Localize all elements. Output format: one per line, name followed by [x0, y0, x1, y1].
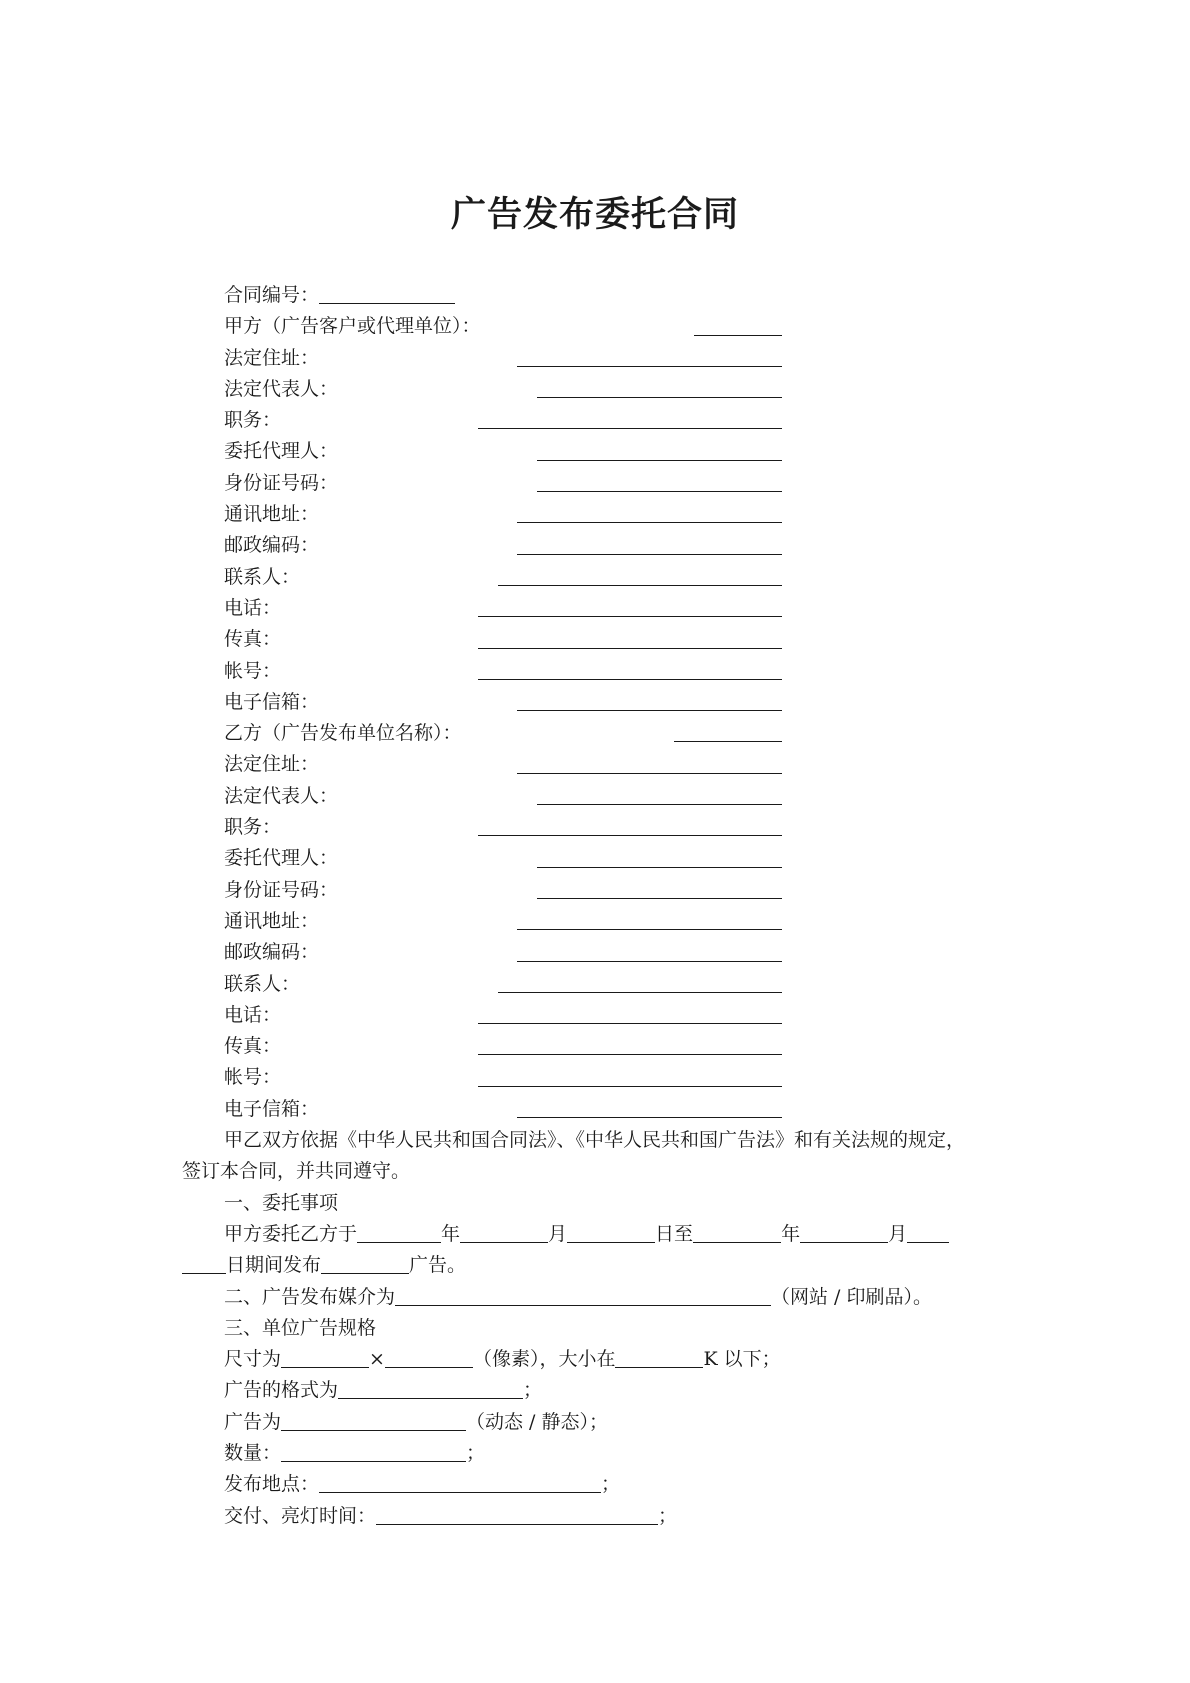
- party-b-account-line: [182, 1062, 1052, 1093]
- text: 年: [441, 1222, 461, 1245]
- field-label: 通讯地址：: [224, 503, 320, 526]
- section-3-heading: 三、单位广告规格: [224, 1316, 377, 1339]
- field-blank: [537, 804, 782, 805]
- field-label: 法定代表人：: [224, 377, 339, 400]
- end-month-blank: [800, 1222, 888, 1243]
- field-label: 传真：: [224, 628, 282, 651]
- party-b-legal-rep-line: [182, 781, 1052, 812]
- text: ；: [601, 1473, 621, 1496]
- field-label: 通讯地址：: [224, 909, 320, 932]
- text: 年: [781, 1222, 801, 1245]
- field-label: 委托代理人：: [224, 440, 339, 463]
- field-blank: [478, 648, 782, 649]
- party-b-contact-line: [182, 969, 1052, 1000]
- field-blank: [498, 992, 782, 993]
- party-b-mail-address-line: [182, 906, 1052, 937]
- width-blank: [281, 1347, 369, 1368]
- field-blank: [478, 679, 782, 680]
- field-blank: [478, 428, 782, 429]
- section-2-line: [182, 1282, 1052, 1313]
- party-a-position-line: [182, 405, 1052, 436]
- field-label: 身份证号码：: [224, 471, 339, 494]
- delivery-time-line: [182, 1501, 1052, 1532]
- preamble-line-2: 签订本合同，并共同遵守。: [182, 1160, 411, 1183]
- preamble-line-1: 甲乙双方依据《中华人民共和国合同法》、《中华人民共和国广告法》和有关法规的规定，: [224, 1129, 966, 1152]
- quantity-blank: [281, 1441, 466, 1462]
- location-blank: [319, 1472, 601, 1493]
- field-label: 联系人：: [224, 565, 301, 588]
- location-line: [182, 1469, 1052, 1500]
- text: 日期间发布: [226, 1254, 322, 1277]
- party-b-agent-line: [182, 843, 1052, 874]
- text: ；: [523, 1379, 543, 1402]
- format-blank: [338, 1378, 523, 1399]
- text: 日至: [655, 1222, 694, 1245]
- field-blank: [517, 366, 782, 367]
- field-label: 联系人：: [224, 972, 301, 995]
- format-line: [182, 1375, 1052, 1406]
- party-a-postcode-line: [182, 530, 1052, 561]
- field-label: 传真：: [224, 1035, 282, 1058]
- party-a-account-line: [182, 656, 1052, 687]
- filesize-blank: [615, 1347, 703, 1368]
- section-1-period-line: [182, 1250, 1052, 1281]
- text: （网站 / 印刷品）。: [771, 1285, 932, 1308]
- field-blank: [537, 491, 782, 492]
- text: 二、广告发布媒介为: [224, 1285, 396, 1308]
- field-label: 法定住址：: [224, 346, 320, 369]
- party-a-name-blank: [694, 335, 782, 336]
- contract-number-blank: [319, 283, 455, 304]
- field-blank: [517, 710, 782, 711]
- document-title: 广告发布委托合同: [450, 195, 739, 235]
- party-a-header-line: [182, 311, 1052, 342]
- field-blank: [478, 835, 782, 836]
- field-blank: [478, 616, 782, 617]
- party-b-position-line: [182, 812, 1052, 843]
- party-a-fax-line: [182, 624, 1052, 655]
- delivery-blank: [376, 1504, 658, 1525]
- field-label: 委托代理人：: [224, 847, 339, 870]
- field-blank: [537, 867, 782, 868]
- party-b-phone-line: [182, 1000, 1052, 1031]
- field-blank: [517, 522, 782, 523]
- ad-type-blank: [281, 1410, 466, 1431]
- text: 广告的格式为: [224, 1379, 339, 1402]
- ad-type-line: [182, 1407, 1052, 1438]
- party-a-legal-rep-line: [182, 374, 1052, 405]
- party-b-postcode-line: [182, 937, 1052, 968]
- field-label: 帐号：: [224, 659, 282, 682]
- field-blank: [537, 898, 782, 899]
- text: 甲方委托乙方于: [224, 1222, 358, 1245]
- field-label: 帐号：: [224, 1066, 282, 1089]
- start-month-blank: [460, 1222, 548, 1243]
- party-b-id-line: [182, 875, 1052, 906]
- party-a-email-line: [182, 687, 1052, 718]
- text: K 以下；: [703, 1348, 781, 1371]
- party-b-fax-line: [182, 1031, 1052, 1062]
- size-line: [182, 1344, 1052, 1375]
- section-1-heading: 一、委托事项: [224, 1191, 339, 1214]
- text: 广告。: [409, 1254, 467, 1277]
- contract-body: [182, 280, 1052, 1532]
- field-label: 职务：: [224, 816, 282, 839]
- field-blank: [478, 1086, 782, 1087]
- field-blank: [517, 929, 782, 930]
- media-blank: [395, 1285, 771, 1306]
- party-a-contact-line: [182, 562, 1052, 593]
- end-day-blank-part2: [182, 1253, 226, 1274]
- party-a-id-line: [182, 468, 1052, 499]
- text: （像素），大小在: [472, 1348, 616, 1371]
- field-blank: [537, 460, 782, 461]
- text: ；: [466, 1441, 486, 1464]
- contract-number-label: 合同编号：: [224, 284, 320, 306]
- field-blank: [517, 1117, 782, 1118]
- party-a-mail-address-line: [182, 499, 1052, 530]
- field-blank: [517, 773, 782, 774]
- text: 发布地点：: [224, 1473, 320, 1496]
- field-label: 法定住址：: [224, 753, 320, 776]
- field-label: 邮政编码：: [224, 534, 320, 557]
- text: （动态 / 静态）；: [466, 1410, 608, 1433]
- field-label: 邮政编码：: [224, 941, 320, 964]
- text: 数量：: [224, 1441, 282, 1464]
- party-b-header-line: [182, 718, 1052, 749]
- text: 月: [548, 1222, 568, 1245]
- start-day-blank: [567, 1222, 655, 1243]
- party-a-header: 甲方（广告客户或代理单位）：: [224, 315, 481, 338]
- end-year-blank: [693, 1222, 781, 1243]
- field-label: 电话：: [224, 596, 282, 619]
- quantity-line: [182, 1438, 1052, 1469]
- field-blank: [498, 585, 782, 586]
- start-year-blank: [357, 1222, 441, 1243]
- party-b-header: 乙方（广告发布单位名称）：: [224, 722, 462, 745]
- text: ；: [658, 1504, 678, 1527]
- field-blank: [537, 397, 782, 398]
- field-blank: [517, 554, 782, 555]
- party-a-address-line: [182, 343, 1052, 374]
- party-b-email-line: [182, 1094, 1052, 1125]
- section-1-date-line: [182, 1219, 1052, 1250]
- field-blank: [478, 1054, 782, 1055]
- text: ×: [369, 1348, 385, 1371]
- height-blank: [385, 1347, 473, 1368]
- field-label: 身份证号码：: [224, 878, 339, 901]
- party-a-agent-line: [182, 436, 1052, 467]
- field-label: 法定代表人：: [224, 784, 339, 807]
- contract-number-line: [182, 280, 1052, 311]
- field-label: 电子信箱：: [224, 690, 320, 713]
- field-label: 电话：: [224, 1003, 282, 1026]
- ad-name-blank: [321, 1253, 409, 1274]
- field-blank: [517, 961, 782, 962]
- text: 广告为: [224, 1410, 282, 1433]
- end-day-blank-part1: [907, 1222, 949, 1243]
- text: 月: [888, 1222, 908, 1245]
- party-b-address-line: [182, 749, 1052, 780]
- party-a-phone-line: [182, 593, 1052, 624]
- text: 尺寸为: [224, 1348, 282, 1371]
- text: 交付、亮灯时间：: [224, 1504, 377, 1527]
- field-label: 电子信箱：: [224, 1097, 320, 1120]
- party-b-name-blank: [674, 741, 782, 742]
- field-label: 职务：: [224, 409, 282, 432]
- field-blank: [478, 1023, 782, 1024]
